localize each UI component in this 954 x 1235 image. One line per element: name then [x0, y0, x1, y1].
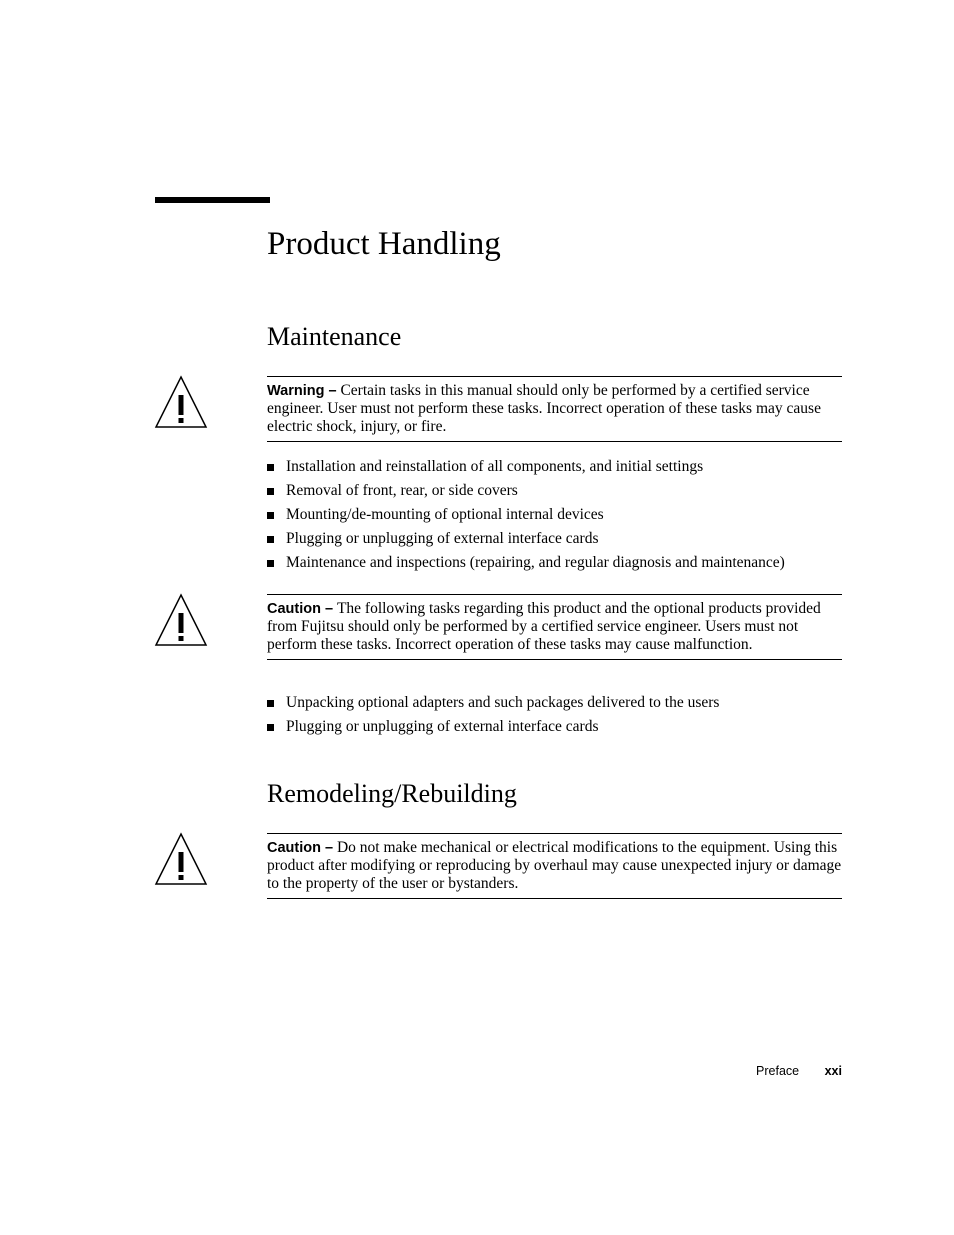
list-item: Plugging or unplugging of external interface cards [267, 715, 867, 739]
section-heading-maintenance: Maintenance [267, 322, 402, 351]
caution-label: Caution – [267, 840, 334, 856]
bullet-icon [267, 536, 274, 543]
bullet-icon [267, 560, 274, 567]
list-item: Removal of front, rear, or side covers [267, 479, 867, 503]
caution-text: The following tasks regarding this product and the optional products provided from Fujitsu should only be performed by a certified service engineer. Users must not perform these tasks. Incorrect operation of these tasks may cause malfunction. [267, 600, 821, 653]
caution-triangle-icon [154, 593, 208, 647]
caution-text: Do not make mechanical or electrical modifications to the equipment. Using this product after modifying or reproducing by overhaul may cause unexpected injury or damage to the property of the user or bystanders. [267, 839, 842, 892]
bullet-icon [267, 512, 274, 519]
bullet-icon [267, 724, 274, 731]
list-item: Maintenance and inspections (repairing, and regular diagnosis and maintenance) [267, 551, 867, 575]
list-item: Plugging or unplugging of external interface cards [267, 527, 867, 551]
list-item: Mounting/de-mounting of optional internal devices [267, 503, 867, 527]
caution-triangle-icon [154, 832, 208, 886]
caution-notice-maintenance [267, 594, 842, 660]
list-item: Unpacking optional adapters and such packages delivered to the users [267, 691, 867, 715]
caution-task-list [267, 691, 867, 739]
warning-notice [267, 376, 842, 442]
caution-label: Caution – [267, 601, 334, 617]
caution-notice-remodeling [267, 833, 842, 899]
page-footer [756, 1064, 842, 1078]
maintenance-task-list [267, 455, 867, 575]
footer-section-name: Preface [756, 1064, 800, 1078]
warning-text: Certain tasks in this manual should only be performed by a certified service engineer. User must not perform these tasks. Incorrect operation of these tasks may cause electric shock, injury, or fire. [267, 382, 821, 435]
page-number: xxi [824, 1064, 842, 1078]
chapter-title: Product Handling [267, 226, 501, 262]
list-item: Installation and reinstallation of all components, and initial settings [267, 455, 867, 479]
chapter-top-rule [155, 197, 270, 203]
bullet-icon [267, 488, 274, 495]
warning-triangle-icon [154, 375, 208, 429]
bullet-icon [267, 464, 274, 471]
bullet-icon [267, 700, 274, 707]
section-heading-remodeling: Remodeling/Rebuilding [267, 779, 517, 808]
warning-label: Warning – [267, 383, 337, 399]
